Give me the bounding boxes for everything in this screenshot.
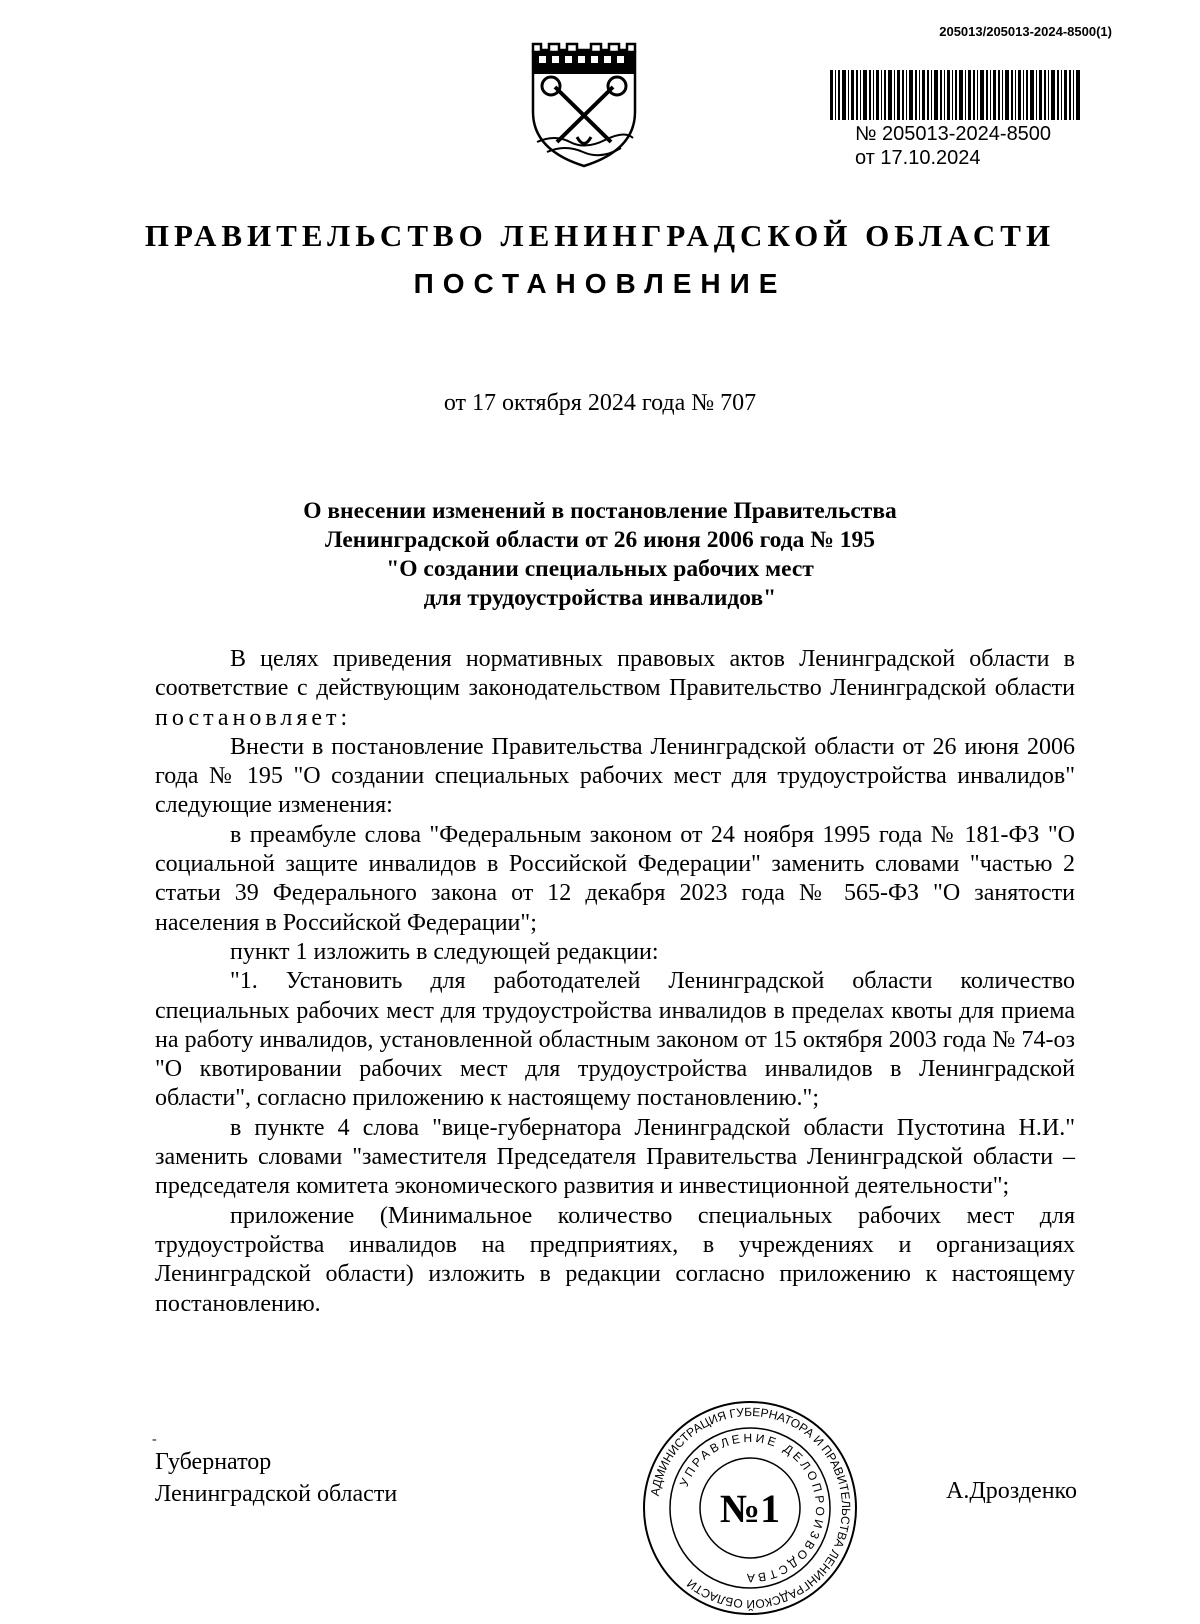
document-body xyxy=(155,645,1075,1319)
subject-line: для трудоустройства инвалидов" xyxy=(423,585,777,611)
document-type: ПОСТАНОВЛЕНИЕ xyxy=(413,268,787,299)
resolves-word: постановляет: xyxy=(155,704,352,731)
registration-number: № 205013-2024-8500 xyxy=(855,123,1052,145)
subject-line: "О создании специальных рабочих мест xyxy=(386,556,814,582)
official-stamp xyxy=(640,1398,860,1618)
paragraph: приложение (Минимальное количество специальных рабочих мест для трудоустройства инвалидов на предприятиях, в учреждениях и организациях Ленинградской области) изложить в редакции согласно приложению к настоящему постановлению. xyxy=(155,1202,1075,1317)
paragraph: "1. Установить для работодателей Ленинградской области количество специальных рабочих мест для трудоустройства инвалидов в пределах квоты для приема на работу инвалидов, установленной областным законом от 15 октября 2003 года № 74-оз "О квотировании рабочих мест для трудоустройства инвалидов в Ленинградской области", согласно приложению к настоящему постановлению."; xyxy=(155,968,1075,1112)
document-id: 205013/205013-2024-8500(1) xyxy=(939,24,1112,39)
signatory-title xyxy=(155,1446,397,1510)
stamp-inner-text: УПРАВЛЕНИЕ ДЕЛОПРОИЗВОДСТВА xyxy=(676,1430,828,1586)
paragraph: в преамбуле слова "Федеральным законом от 24 ноября 1995 года № 181-ФЗ "О социальной защите инвалидов в Российской Федерации" заменить словами "частью 2 статьи 39 Федерального закона от 12 декабря 2023 года № 565-ФЗ "О занятости населения в Российской Федерации"; xyxy=(155,821,1075,936)
paragraph: Внести в постановление Правительства Ленинградской области от 26 июня 2006 года № 195 "О создании специальных рабочих мест для трудоустройства инвалидов" следующие изменения: xyxy=(155,733,1075,819)
paragraph: в пункте 4 слова "вице-губернатора Ленинградской области Пустотина Н.И." заменить словами "заместителя Председателя Правительства Ленинградской области – председателя комитета экономического развития и инвестиционной деятельности"; xyxy=(155,1114,1075,1200)
paragraph-text: В целях приведения нормативных правовых актов Ленинградской области в соответствие с действующим законодательством Правительство Ленинградской области xyxy=(155,646,1075,702)
barcode xyxy=(830,70,1080,120)
paragraph xyxy=(155,645,1075,733)
coat-of-arms-icon xyxy=(525,42,643,170)
date-line: от 17 октября 2024 года № 707 xyxy=(443,390,757,416)
paragraph: пункт 1 изложить в следующей редакции: xyxy=(230,938,659,965)
signatory-name: А.Дрозденко xyxy=(946,1478,1077,1504)
signatory-region: Ленинградской области xyxy=(155,1481,398,1507)
registration-date: от 17.10.2024 xyxy=(855,147,981,169)
stamp-center: №1 xyxy=(719,1486,781,1531)
subject-line: О внесении изменений в постановление Правительства xyxy=(303,498,897,524)
stamp-ring-text: АДМИНИСТРАЦИЯ ГУБЕРНАТОРА И ПРАВИТЕЛЬСТВА ЛЕНИНГРАДСКОЙ ОБЛАСТИ xyxy=(647,1404,854,1612)
signatory-position: Губернатор xyxy=(155,1449,272,1475)
subject-line: Ленинградской области от 26 июня 2006 года № 195 xyxy=(325,527,875,553)
document-subject xyxy=(0,497,1200,613)
margin-mark: - xyxy=(152,1432,157,1447)
government-heading: ПРАВИТЕЛЬСТВО ЛЕНИНГРАДСКОЙ ОБЛАСТИ xyxy=(144,218,1056,253)
registration-block xyxy=(855,122,1051,170)
